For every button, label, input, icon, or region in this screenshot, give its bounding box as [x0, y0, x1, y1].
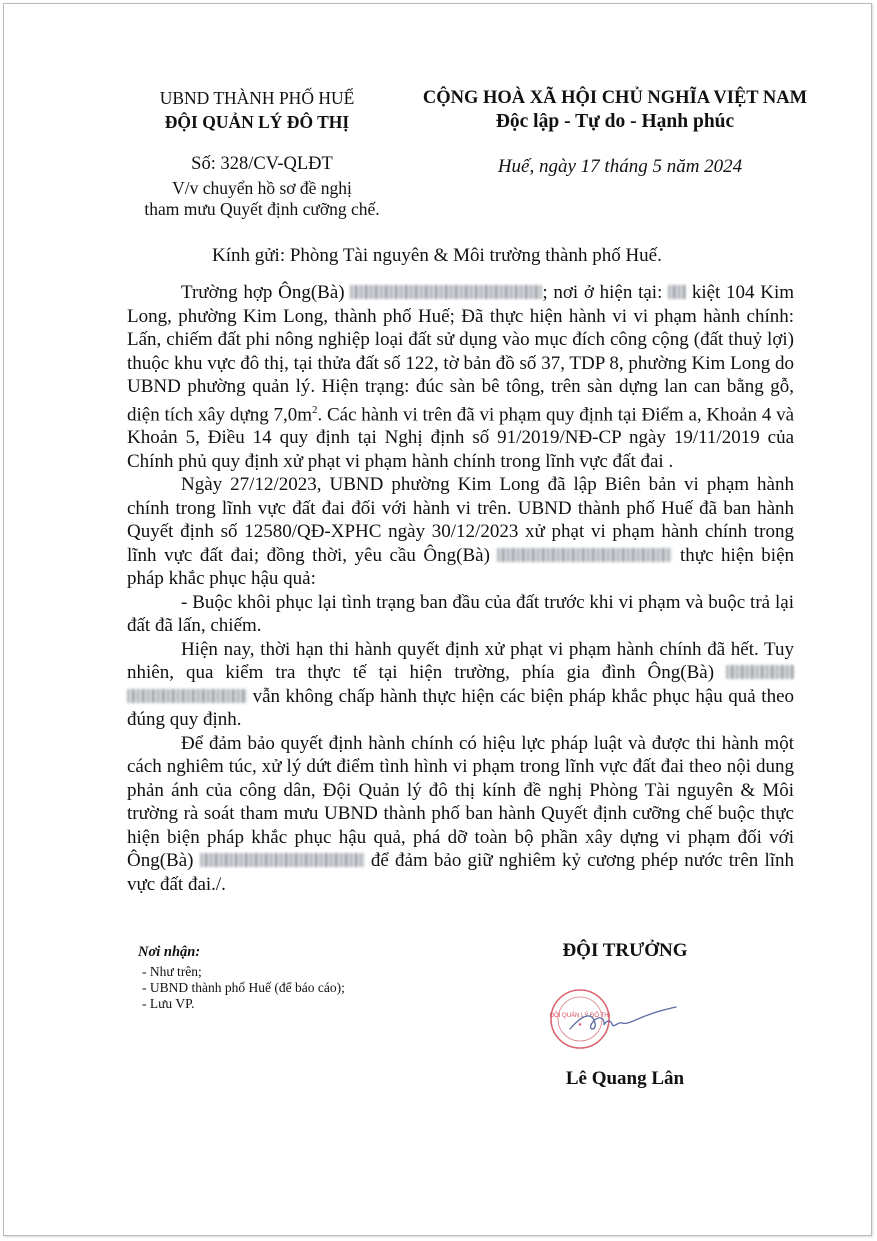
recipient-item: - Lưu VP.	[142, 996, 195, 1011]
redacted-name	[200, 853, 365, 867]
paragraph-2	[127, 473, 794, 591]
p5-text-b: để đảm bảo giữ nghiêm kỷ cương phép nước trên lĩnh vực đất đai./.	[127, 850, 795, 895]
doc-number: Số: 328/CV-QLĐT	[191, 154, 333, 174]
official-stamp-with-signature	[540, 985, 690, 1055]
signer-name: Lê Quang Lân	[565, 1068, 685, 1089]
p1-text-b: ; nơi ở hiện tại:	[542, 282, 663, 303]
svg-text:★: ★	[577, 1022, 583, 1028]
place-date: Huế, ngày 17 tháng 5 năm 2024	[497, 156, 743, 177]
p4-text-b: vẫn không chấp hành thực hiện các biện pháp khắc phục hậu quả theo đúng quy định.	[127, 685, 795, 731]
recipients-block	[138, 944, 345, 1012]
p1-superscript: 2	[311, 403, 318, 416]
paragraph-1	[127, 281, 794, 473]
redacted-name	[350, 285, 542, 299]
org-line-1: UBND THÀNH PHỐ HUẾ	[159, 88, 355, 108]
addressee: Kính gửi: Phòng Tài nguyên & Môi trường thành phố Huế.	[212, 245, 662, 266]
paragraph-4	[127, 638, 794, 732]
nation-line-1: CỘNG HOÀ XÃ HỘI CHỦ NGHĨA VIỆT NAM	[422, 88, 808, 108]
stamp-text: ĐỘI QUẢN LÝ ĐÔ THỊ	[549, 1013, 611, 1019]
letter-body	[127, 281, 794, 896]
issuing-organization	[150, 86, 364, 134]
p1-text-d: . Các hành vi trên đã vi phạm quy định tại Điểm a, Khoản 4 và Khoản 5, Điều 14 quy định tại Nghị định số 91/2019/NĐ-CP ngày 19/11/2019 của Chính phủ quy định xử phạt vi phạm hành chính trong lĩnh vực đất đai .	[127, 403, 794, 472]
p5-text-a: Để đảm bảo quyết định hành chính có hiệu lực pháp luật và được thi hành một cách nghiêm túc, xử lý dứt điểm tình hình vi phạm trong lĩnh vực đất đai theo nội dung phản ánh của công dân, Đội Quản lý đô thị kính đề nghị Phòng Tài nguyên & Môi trường rà soát tham mưu UBND thành phố ban hành Quyết định cưỡng chế buộc thực hiện biện pháp khắc phục hậu quả, phá dỡ toàn bộ phần xây dựng vi phạm đối với Ông(Bà)	[127, 732, 794, 872]
p1-text-c: kiệt 104 Kim Long, phường Kim Long, thành phố Huế; Đã thực hiện hành vi vi phạm hành chính: Lấn, chiếm đất phi nông nghiệp loại đất sử dụng vào mục đích công cộng (đất thuỷ lợi) thuộc khu vực đô thị, tại thửa đất số 122, tờ bản đồ số 37, TDP 8, phường Kim Long do UBND phường quản lý. Hiện trạng: đúc sàn bê tông, trên sàn dựng lan can bằng gỗ, diện tích xây dựng 7,0m	[127, 282, 795, 425]
signer-title: ĐỘI TRƯỞNG	[562, 940, 688, 961]
paragraph-5	[127, 732, 794, 897]
redacted-name	[497, 548, 672, 562]
redacted-name	[726, 665, 794, 679]
p4-text-a: Hiện nay, thời hạn thi hành quyết định xử phạt vi phạm hành chính đã hết. Tuy nhiên, qua kiểm tra thực tế tại hiện trường, phía gia đình Ông(Bà)	[127, 638, 794, 684]
org-line-2: ĐỘI QUẢN LÝ ĐÔ THỊ	[164, 112, 350, 132]
redacted-name-cont	[127, 689, 247, 703]
recipient-item: - Như trên;	[142, 964, 202, 979]
recipient-item: - UBND thành phố Huế (để báo cáo);	[142, 980, 345, 995]
p2-text-b: thực hiện biện pháp khắc phục hậu quả:	[127, 544, 795, 590]
recipients-title: Nơi nhận:	[138, 944, 201, 960]
p2-text-a: Ngày 27/12/2023, UBND phường Kim Long đã lập Biên bản vi phạm hành chính trong lĩnh vực đất đai đối với hành vi trên. UBND thành phố Huế đã ban hành Quyết định số 12580/QĐ-XPHC ngày 30/12/2023 xử phạt vi phạm hành chính trong lĩnh vực đất đai; đồng thời, yêu cầu Ông(Bà)	[127, 474, 794, 566]
document-reference	[120, 154, 404, 221]
nation-line-2: Độc lập - Tự do - Hạnh phúc	[495, 111, 735, 132]
subject-line-2: tham mưu Quyết định cưỡng chế.	[144, 199, 380, 219]
redacted-address	[668, 285, 686, 299]
p1-text-a: Trường hợp Ông(Bà)	[181, 282, 345, 303]
paragraph-3: - Buộc khôi phục lại tình trạng ban đầu của đất trước khi vi phạm và buộc trả lại đất đã lấn, chiếm.	[127, 591, 794, 637]
subject-line-1: V/v chuyển hồ sơ đề nghị	[172, 177, 352, 198]
national-motto	[405, 86, 825, 134]
